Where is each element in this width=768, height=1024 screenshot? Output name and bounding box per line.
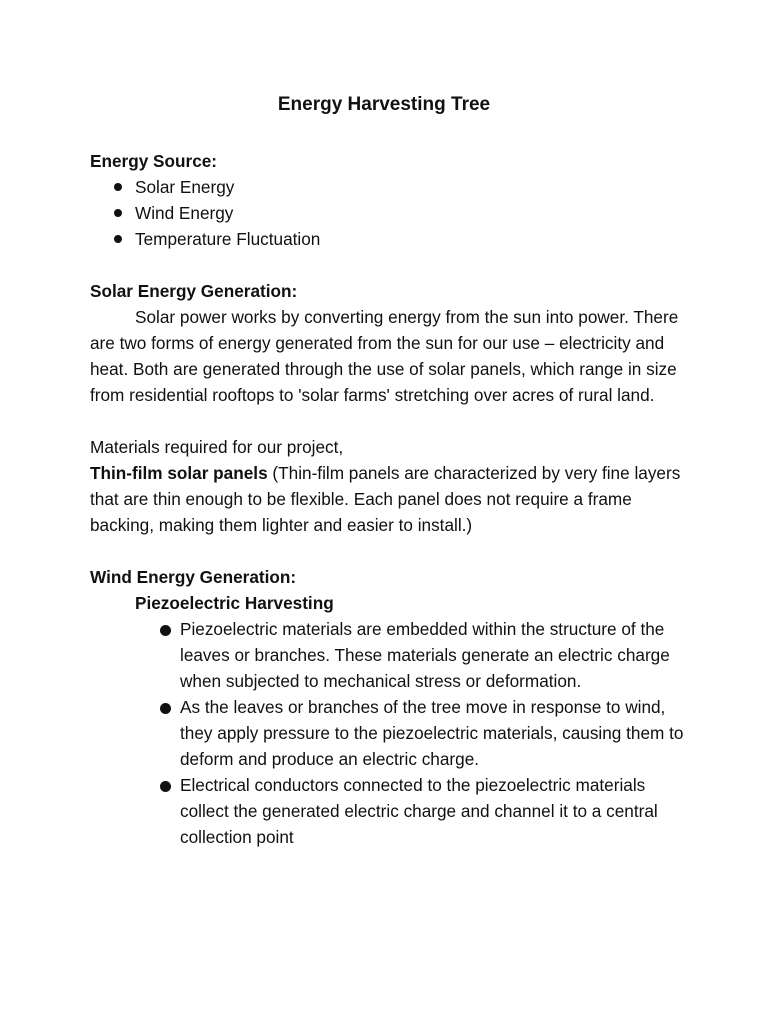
materials-intro: Materials required for our project, (90, 437, 344, 457)
wind-heading: Wind Energy Generation: (90, 567, 297, 587)
list-item-text: Piezoelectric materials are embedded within the structure of the leaves or branches. These materials generate an electric charge when subjected to mechanical stress or deformation. (180, 619, 670, 691)
list-item-text: Wind Energy (135, 203, 234, 223)
spacer (90, 538, 690, 564)
spacer (90, 252, 690, 278)
material-name: Thin-film solar panels (90, 463, 268, 483)
list-item (90, 694, 690, 772)
materials-paragraph (90, 460, 690, 538)
list-item-text: Temperature Fluctuation (135, 229, 321, 249)
list-item-text: As the leaves or branches of the tree move in response to wind, they apply pressure to the piezoelectric materials, causing them to deform and produce an electric charge. (180, 697, 684, 769)
bullet-icon (160, 781, 171, 792)
bullet-icon (114, 235, 122, 243)
list-item (90, 200, 690, 226)
list-item (90, 772, 690, 850)
energy-source-list (90, 174, 690, 252)
document-title: Energy Harvesting Tree (277, 94, 491, 115)
bullet-icon (114, 209, 122, 217)
list-item (90, 226, 690, 252)
list-item (90, 174, 690, 200)
solar-heading: Solar Energy Generation: (90, 281, 298, 301)
solar-paragraph: Solar power works by converting energy from the sun into power. There are two forms of energy generated from the sun for our use – electricity and heat. Both are generated through the use of solar panels, which range in size from residential rooftops to 'solar farms' stretching over acres of rural land. (90, 307, 679, 405)
document-body (90, 148, 690, 850)
energy-source-heading: Energy Source: (90, 151, 218, 171)
list-item-text: Electrical conductors connected to the piezoelectric materials collect the generated electric charge and channel it to a central collection point (180, 775, 658, 847)
list-item-text: Solar Energy (135, 177, 235, 197)
bullet-icon (160, 703, 171, 714)
bullet-icon (160, 625, 171, 636)
piezo-subheading: Piezoelectric Harvesting (135, 593, 334, 613)
piezo-list (90, 616, 690, 850)
spacer (90, 408, 690, 434)
bullet-icon (114, 183, 122, 191)
material-description: (Thin-film panels are characterized by very fine layers that are thin enough to be flexible. Each panel does not require a frame backing, making them lighter and easier to install.) (90, 463, 681, 535)
list-item (90, 616, 690, 694)
